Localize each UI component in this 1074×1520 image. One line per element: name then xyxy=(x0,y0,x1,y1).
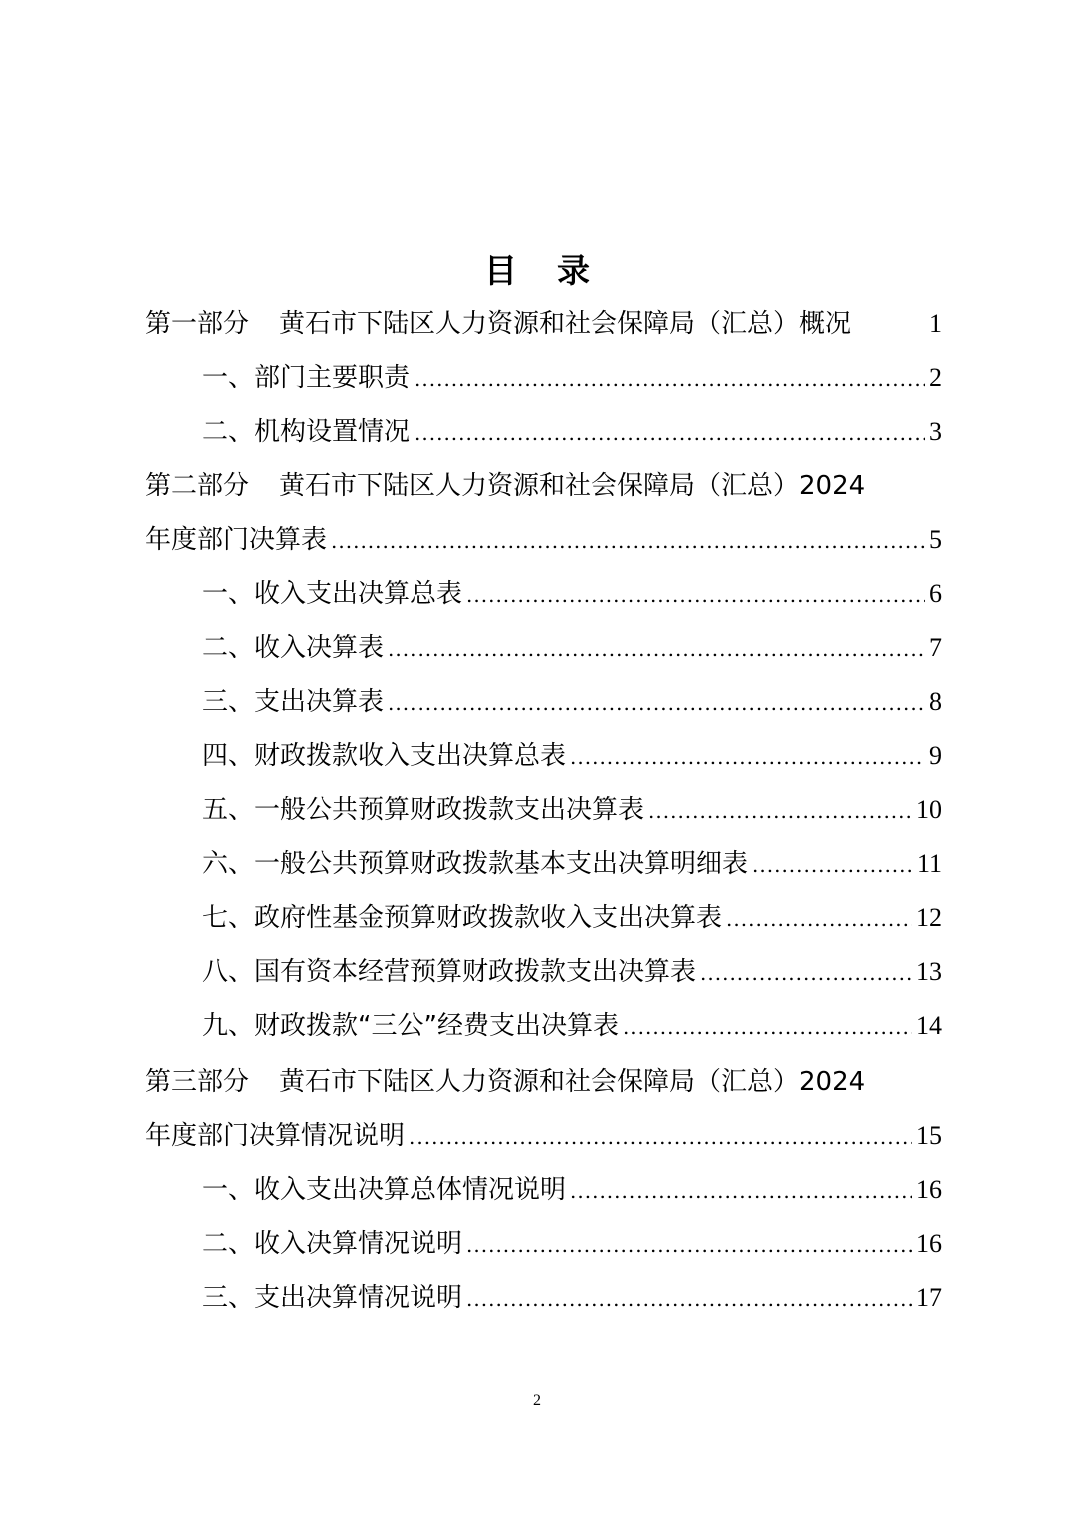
page-title xyxy=(0,248,1074,294)
toc-entry-label: 四、财政拨款收入支出决算总表 xyxy=(202,741,567,771)
toc-entry[interactable] xyxy=(202,736,942,776)
toc-page-number: 16 xyxy=(916,1229,942,1258)
toc-entry[interactable] xyxy=(202,898,942,938)
toc-entry[interactable] xyxy=(145,1116,942,1156)
toc-entry[interactable] xyxy=(202,1278,942,1318)
toc-leader-dots xyxy=(331,521,925,561)
footer-page-number: 2 xyxy=(533,1392,541,1409)
toc-page-number: 8 xyxy=(929,687,942,716)
toc-leader-dots xyxy=(570,1171,912,1211)
toc-leader-dots xyxy=(414,413,925,453)
toc-page-number: 9 xyxy=(929,741,942,770)
title-char-right: 录 xyxy=(557,251,590,290)
toc-page-number: 3 xyxy=(929,417,942,446)
toc-entry[interactable] xyxy=(202,1006,942,1046)
toc-page-number: 12 xyxy=(916,903,942,932)
toc-entry[interactable] xyxy=(202,412,942,452)
toc-entry-label: 五、一般公共预算财政拨款支出决算表 xyxy=(202,795,645,825)
toc-leader-dots xyxy=(388,629,925,669)
toc-page-number: 2 xyxy=(929,363,942,392)
toc-part-label: 第二部分 xyxy=(145,471,250,501)
toc-leader-dots xyxy=(466,1279,912,1319)
toc-page-number: 6 xyxy=(929,579,942,608)
toc-leader-dots xyxy=(570,737,925,777)
toc-entry-label: 年度部门决算表 xyxy=(145,525,328,555)
toc-page-number: 16 xyxy=(916,1175,942,1204)
toc-leader-dots xyxy=(752,845,913,885)
toc-page-number: 5 xyxy=(929,525,942,554)
toc-entry-label: 七、政府性基金预算财政拨款收入支出决算表 xyxy=(202,903,723,933)
toc-entry-label: 一、收入支出决算总表 xyxy=(202,579,463,609)
toc-part-label: 第三部分 xyxy=(145,1067,250,1097)
toc-leader-dots xyxy=(409,1117,912,1157)
toc-entry-label: 年度部门决算情况说明 xyxy=(145,1121,406,1151)
toc-entry-part-3[interactable] xyxy=(145,1062,942,1102)
toc-page-number: 15 xyxy=(916,1121,942,1150)
toc-entry-label: 二、收入决算情况说明 xyxy=(202,1229,463,1259)
toc-entry-label: 一、部门主要职责 xyxy=(202,363,411,393)
toc-page-number: 10 xyxy=(916,795,942,824)
toc-page-number: 7 xyxy=(929,633,942,662)
toc-entry[interactable] xyxy=(202,844,942,884)
toc-leader-dots xyxy=(648,791,912,831)
toc-page-number: 13 xyxy=(916,957,942,986)
toc-part-label: 第一部分 xyxy=(145,309,250,339)
toc-entry-label: 八、国有资本经营预算财政拨款支出决算表 xyxy=(202,957,697,987)
toc-entry-part-2[interactable] xyxy=(145,466,942,506)
toc-entry[interactable] xyxy=(202,574,942,614)
toc-entry-label: 黄石市下陆区人力资源和社会保障局（汇总）2024 xyxy=(279,471,866,501)
toc-entry[interactable] xyxy=(202,1224,942,1264)
toc-entry-part-1[interactable] xyxy=(145,304,942,344)
toc-entry[interactable] xyxy=(202,952,942,992)
toc-entry-label: 黄石市下陆区人力资源和社会保障局（汇总）概况 xyxy=(279,309,852,339)
toc-page-number: 1 xyxy=(929,309,942,338)
toc-page-number: 17 xyxy=(916,1283,942,1312)
toc-leader-dots xyxy=(700,953,912,993)
toc-entry-label: 二、机构设置情况 xyxy=(202,417,411,447)
toc-entry-label: 九、财政拨款“三公”经费支出决算表 xyxy=(202,1011,619,1041)
toc-leader-dots xyxy=(726,899,912,939)
toc-page-number: 11 xyxy=(916,849,942,878)
toc-entry-label: 黄石市下陆区人力资源和社会保障局（汇总）2024 xyxy=(279,1067,866,1097)
toc-entry[interactable] xyxy=(202,682,942,722)
toc-leader-dots xyxy=(466,575,925,615)
toc-entry[interactable] xyxy=(202,358,942,398)
toc-entry-label: 一、收入支出决算总体情况说明 xyxy=(202,1175,567,1205)
toc-entry-label: 三、支出决算情况说明 xyxy=(202,1283,463,1313)
toc-leader-dots xyxy=(466,1225,912,1265)
toc-entry[interactable] xyxy=(202,628,942,668)
toc-entry-label: 六、一般公共预算财政拨款基本支出决算明细表 xyxy=(202,849,749,879)
toc-entry-label: 三、支出决算表 xyxy=(202,687,385,717)
toc-leader-dots xyxy=(388,683,925,723)
title-char-left: 目 xyxy=(484,251,517,290)
toc-entry-label: 二、收入决算表 xyxy=(202,633,385,663)
toc-entry[interactable] xyxy=(145,520,942,560)
toc-leader-dots xyxy=(414,359,925,399)
toc-page-number: 14 xyxy=(916,1011,942,1040)
toc-entry[interactable] xyxy=(202,1170,942,1210)
toc-entry[interactable] xyxy=(202,790,942,830)
toc-leader-dots xyxy=(623,1007,912,1047)
